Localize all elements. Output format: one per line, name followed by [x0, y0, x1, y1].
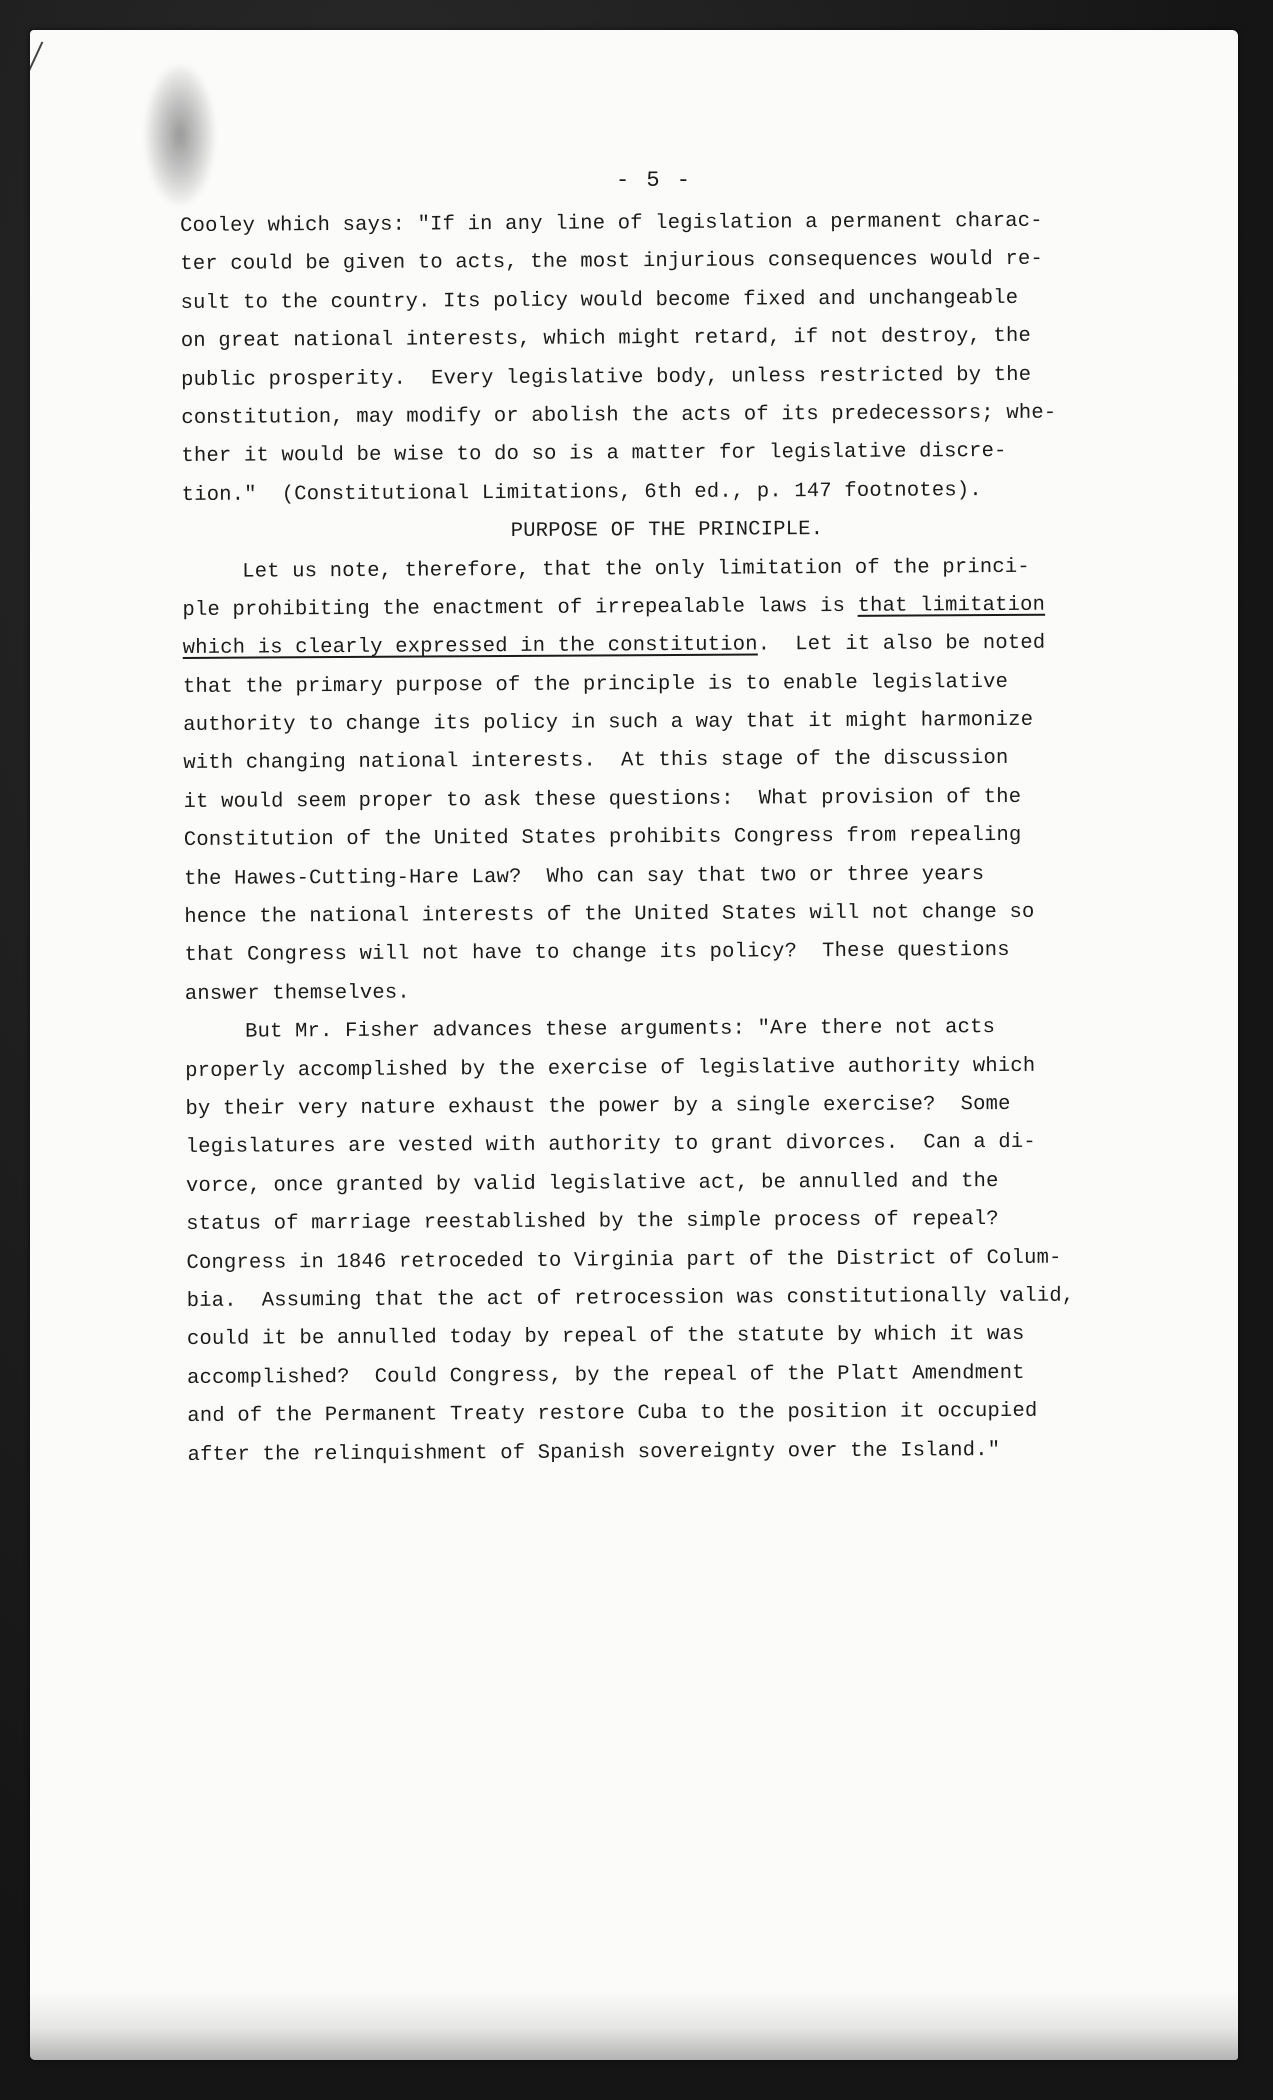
text-line: and of the Permanent Treaty restore Cuba to the position it occupied [187, 1399, 1038, 1429]
text-segment: ple prohibiting the enactment of irrepealable laws is [182, 594, 858, 622]
text-line: Congress in 1846 retroceded to Virginia part of the District of Colum- [186, 1246, 1062, 1275]
text-line: after the relinquishment of Spanish sovereignty over the Island." [187, 1438, 1001, 1467]
text-line: could it be annulled today by repeal of the statute by which it was [186, 1323, 1025, 1352]
body-text [180, 202, 1118, 1475]
text-line: on great national interests, which might retard, if not destroy, the [180, 324, 1032, 354]
text-line: vorce, once granted by valid legislative act, be annulled and the [185, 1169, 999, 1198]
text-line: legislatures are vested with authority to grant divorces. Can a di- [185, 1131, 1036, 1160]
text-line: by their very nature exhaust the power by a single exercise? Some [185, 1092, 1011, 1121]
underlined-text: which is clearly expressed in the constitution [182, 633, 758, 661]
page-bottom-edge [30, 1990, 1238, 2060]
text-line: constitution, may modify or abolish the acts of its predecessors; whe- [181, 401, 1057, 430]
text-line: the Hawes-Cutting-Hare Law? Who can say that two or three years [184, 862, 985, 891]
text-line: answer themselves. [184, 981, 410, 1006]
text-line: sult to the country. Its policy would become fixed and unchangeable [180, 286, 1019, 315]
text-line: ter could be given to acts, the most injurious consequences would re- [180, 248, 1044, 277]
text-line: properly accomplished by the exercise of legislative authority which [185, 1054, 1036, 1083]
text-line: that the primary purpose of the principle is to enable legislative [182, 670, 1009, 699]
text-line: bia. Assuming that the act of retrocession was constitutionally valid, [186, 1284, 1075, 1313]
document-page [30, 30, 1238, 2060]
text-line: that Congress will not have to change its policy? These questions [184, 939, 1010, 968]
text-line: it would seem proper to ask these questions: What provision of the [183, 785, 1022, 814]
text-line: tion." (Constitutional Limitations, 6th ed., p. 147 footnotes). [181, 478, 982, 507]
text-line: with changing national interests. At this stage of the discussion [183, 747, 1009, 776]
text-line: public prosperity. Every legislative body, unless restricted by the [180, 363, 1032, 392]
page-number: - 5 - [615, 168, 692, 193]
text-line [182, 586, 1112, 630]
text-line: Constitution of the United States prohibits Congress from repealing [183, 824, 1022, 853]
text-line: ther it would be wise to do so is a matter for legislative discre- [181, 440, 1007, 469]
text-line: Let us note, therefore, that the only limitation of the princi- [242, 555, 1030, 584]
corner-pencil-mark [30, 41, 43, 78]
text-line [183, 625, 1113, 669]
text-segment: . Let it also be noted [757, 632, 1046, 657]
text-line: authority to change its policy in such a way that it might harmonize [183, 708, 1034, 738]
text-line: hence the national interests of the United States will not change so [184, 900, 1035, 930]
underlined-text: that limitation [857, 593, 1046, 618]
text-line: Cooley which says: "If in any line of legislation a permanent charac- [180, 209, 1043, 238]
text-line: accomplished? Could Congress, by the repeal of the Platt Amendment [187, 1361, 1025, 1390]
text-line: But Mr. Fisher advances these arguments: "Are there not acts [244, 1016, 996, 1044]
text-line: status of marriage reestablished by the simple process of repeal? [186, 1208, 999, 1237]
section-heading: PURPOSE OF THE PRINCIPLE. [510, 518, 824, 544]
